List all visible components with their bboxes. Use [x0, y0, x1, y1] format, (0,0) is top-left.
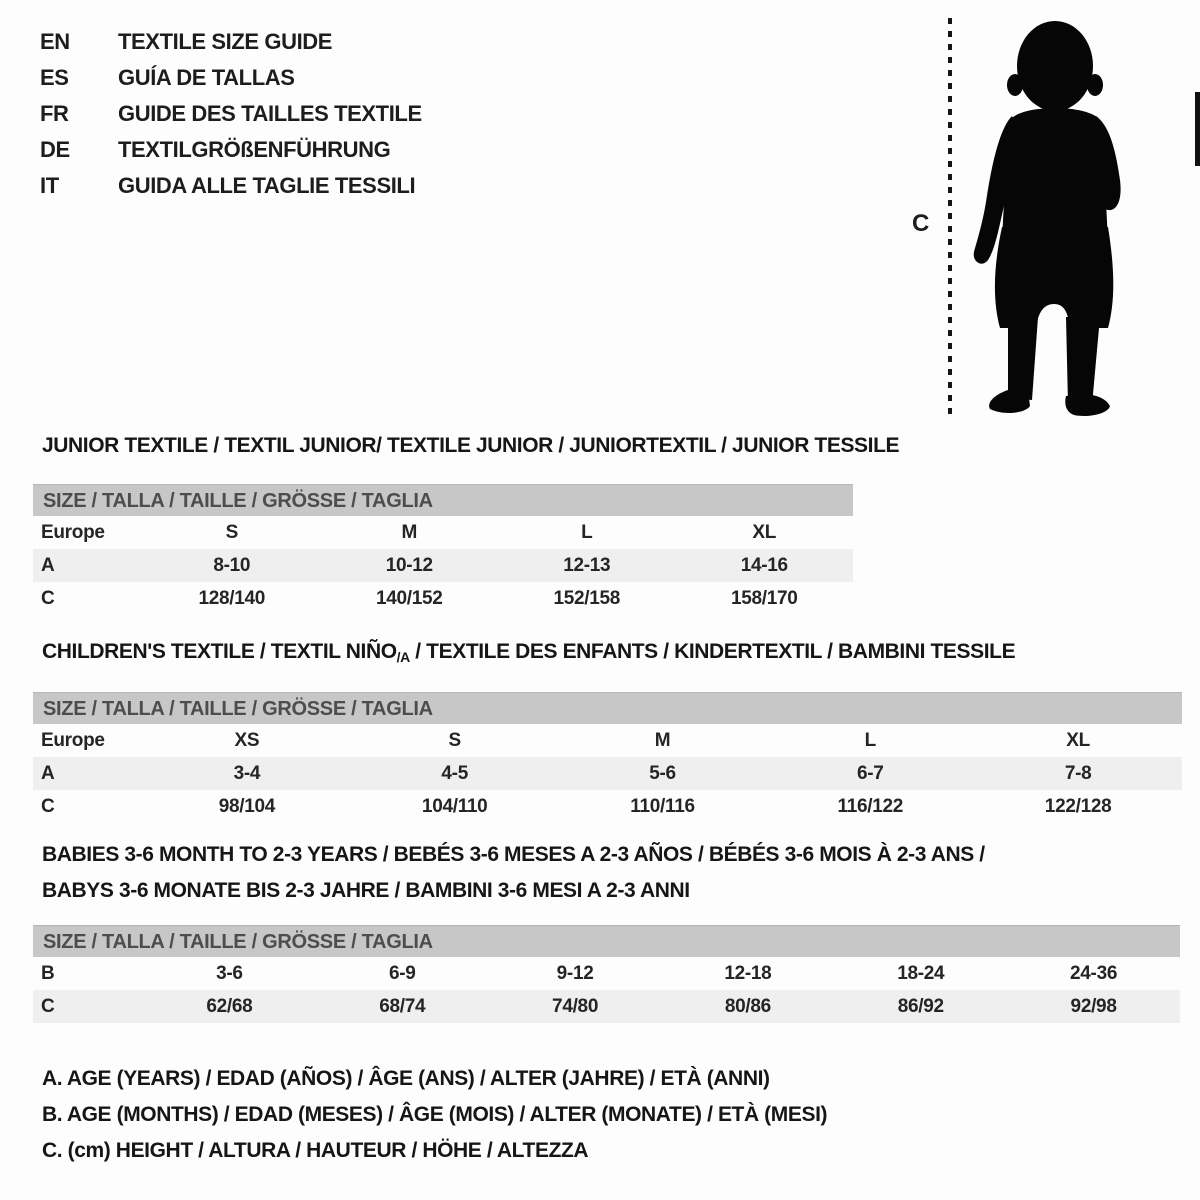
- junior-row-europe: [33, 516, 853, 549]
- row-label: C: [41, 995, 55, 1017]
- age-value: 8-10: [213, 554, 251, 576]
- language-row-de: [40, 132, 422, 168]
- height-value: 92/98: [1070, 995, 1117, 1017]
- age-value: 3-4: [233, 762, 261, 784]
- age-value: 10-12: [385, 554, 433, 576]
- row-label: C: [41, 587, 55, 609]
- legend-age-years: A. AGE (YEARS) / EDAD (AÑOS) / ÂGE (ANS) / ALTER (JAHRE) / ETÀ (ANNI): [42, 1067, 770, 1090]
- age-value: 12-13: [563, 554, 611, 576]
- height-measure-label: C: [912, 210, 930, 237]
- size-value: L: [864, 729, 876, 751]
- months-value: 9-12: [556, 962, 594, 984]
- height-value: 140/152: [375, 587, 443, 609]
- height-value: 128/140: [198, 587, 266, 609]
- language-list: [40, 24, 422, 204]
- height-value: 74/80: [552, 995, 599, 1017]
- size-value: S: [225, 521, 238, 543]
- height-value: 158/170: [730, 587, 798, 609]
- row-label: A: [41, 554, 55, 576]
- image-edge-artifact: [1195, 92, 1200, 166]
- height-value: 152/158: [553, 587, 621, 609]
- height-measure-line: [948, 18, 952, 416]
- height-value: 62/68: [206, 995, 253, 1017]
- age-value: 5-6: [649, 762, 676, 784]
- language-title: TEXTILGRÖßENFÜHRUNG: [118, 137, 391, 162]
- language-title: GUIDA ALLE TAGLIE TESSILI: [118, 173, 416, 198]
- row-label: Europe: [41, 729, 105, 751]
- size-value: XS: [234, 729, 260, 751]
- row-label: B: [41, 962, 55, 984]
- legend-age-months: B. AGE (MONTHS) / EDAD (MESES) / ÂGE (MOIS) / ALTER (MONATE) / ETÀ (MESI): [42, 1103, 828, 1126]
- row-label: A: [41, 762, 55, 784]
- legend: [42, 1064, 827, 1172]
- language-row-en: [40, 24, 422, 60]
- children-table: [33, 692, 1182, 823]
- months-value: 3-6: [216, 962, 243, 984]
- height-value: 122/128: [1044, 795, 1112, 817]
- height-value: 68/74: [379, 995, 426, 1017]
- size-value: M: [654, 729, 671, 751]
- babies-table: [33, 925, 1180, 1023]
- junior-size-header: SIZE / TALLA / TAILLE / GRÖSSE / TAGLIA: [33, 484, 853, 516]
- age-value: 4-5: [441, 762, 468, 784]
- months-value: 18-24: [897, 962, 945, 984]
- age-value: 6-7: [857, 762, 884, 784]
- months-value: 24-36: [1070, 962, 1118, 984]
- babies-section-title-line1: BABIES 3-6 MONTH TO 2-3 YEARS / BEBÉS 3-6 MESES A 2-3 AÑOS / BÉBÉS 3-6 MOIS À 2-3 ANS /: [42, 843, 985, 866]
- size-value: M: [401, 521, 418, 543]
- children-section-title: [42, 640, 1015, 665]
- junior-table: [33, 484, 853, 615]
- height-value: 110/116: [630, 795, 695, 817]
- height-value: 80/86: [724, 995, 771, 1017]
- size-value: S: [448, 729, 461, 751]
- language-row-it: [40, 168, 422, 204]
- children-row-height: [33, 790, 1182, 823]
- height-value: 116/122: [837, 795, 904, 817]
- row-label: Europe: [41, 521, 105, 543]
- language-code: EN: [40, 29, 70, 54]
- language-title: GUÍA DE TALLAS: [118, 65, 295, 90]
- children-size-header: SIZE / TALLA / TAILLE / GRÖSSE / TAGLIA: [33, 692, 1182, 724]
- children-row-age: [33, 757, 1182, 790]
- babies-row-months: [33, 957, 1180, 990]
- junior-row-age: [33, 549, 853, 582]
- language-code: FR: [40, 101, 69, 126]
- size-value: L: [581, 521, 593, 543]
- row-label: C: [41, 795, 55, 817]
- language-title: GUIDE DES TAILLES TEXTILE: [118, 101, 422, 126]
- legend-height-cm: C. (cm) HEIGHT / ALTURA / HAUTEUR / HÖHE / ALTEZZA: [42, 1139, 589, 1162]
- age-value: 7-8: [1064, 762, 1092, 784]
- months-value: 12-18: [724, 962, 772, 984]
- babies-size-header: SIZE / TALLA / TAILLE / GRÖSSE / TAGLIA: [33, 925, 1180, 957]
- size-value: XL: [752, 521, 777, 543]
- language-code: IT: [40, 173, 59, 198]
- babies-row-height: [33, 990, 1180, 1023]
- language-code: DE: [40, 137, 70, 162]
- children-title-sub: /A: [396, 649, 410, 665]
- height-value: 104/110: [421, 795, 488, 817]
- children-title-post: / TEXTILE DES ENFANTS / KINDERTEXTIL / BAMBINI TESSILE: [409, 640, 1016, 663]
- height-value: 98/104: [218, 795, 276, 817]
- height-figure: [900, 0, 1200, 430]
- children-title-pre: CHILDREN'S TEXTILE / TEXTIL NIÑO: [42, 640, 397, 663]
- size-value: XL: [1066, 729, 1090, 751]
- language-row-es: [40, 60, 422, 96]
- junior-row-height: [33, 582, 853, 615]
- language-row-fr: [40, 96, 422, 132]
- junior-section-title: JUNIOR TEXTILE / TEXTIL JUNIOR/ TEXTILE JUNIOR / JUNIORTEXTIL / JUNIOR TESSILE: [42, 434, 900, 457]
- age-value: 14-16: [740, 554, 788, 576]
- children-row-europe: [33, 724, 1182, 757]
- language-title: TEXTILE SIZE GUIDE: [118, 29, 333, 54]
- toddler-silhouette-icon: [962, 12, 1140, 418]
- babies-section-title-line2: BABYS 3-6 MONATE BIS 2-3 JAHRE / BAMBINI 3-6 MESI A 2-3 ANNI: [42, 879, 690, 902]
- months-value: 6-9: [388, 962, 416, 984]
- height-value: 86/92: [897, 995, 944, 1017]
- language-code: ES: [40, 65, 69, 90]
